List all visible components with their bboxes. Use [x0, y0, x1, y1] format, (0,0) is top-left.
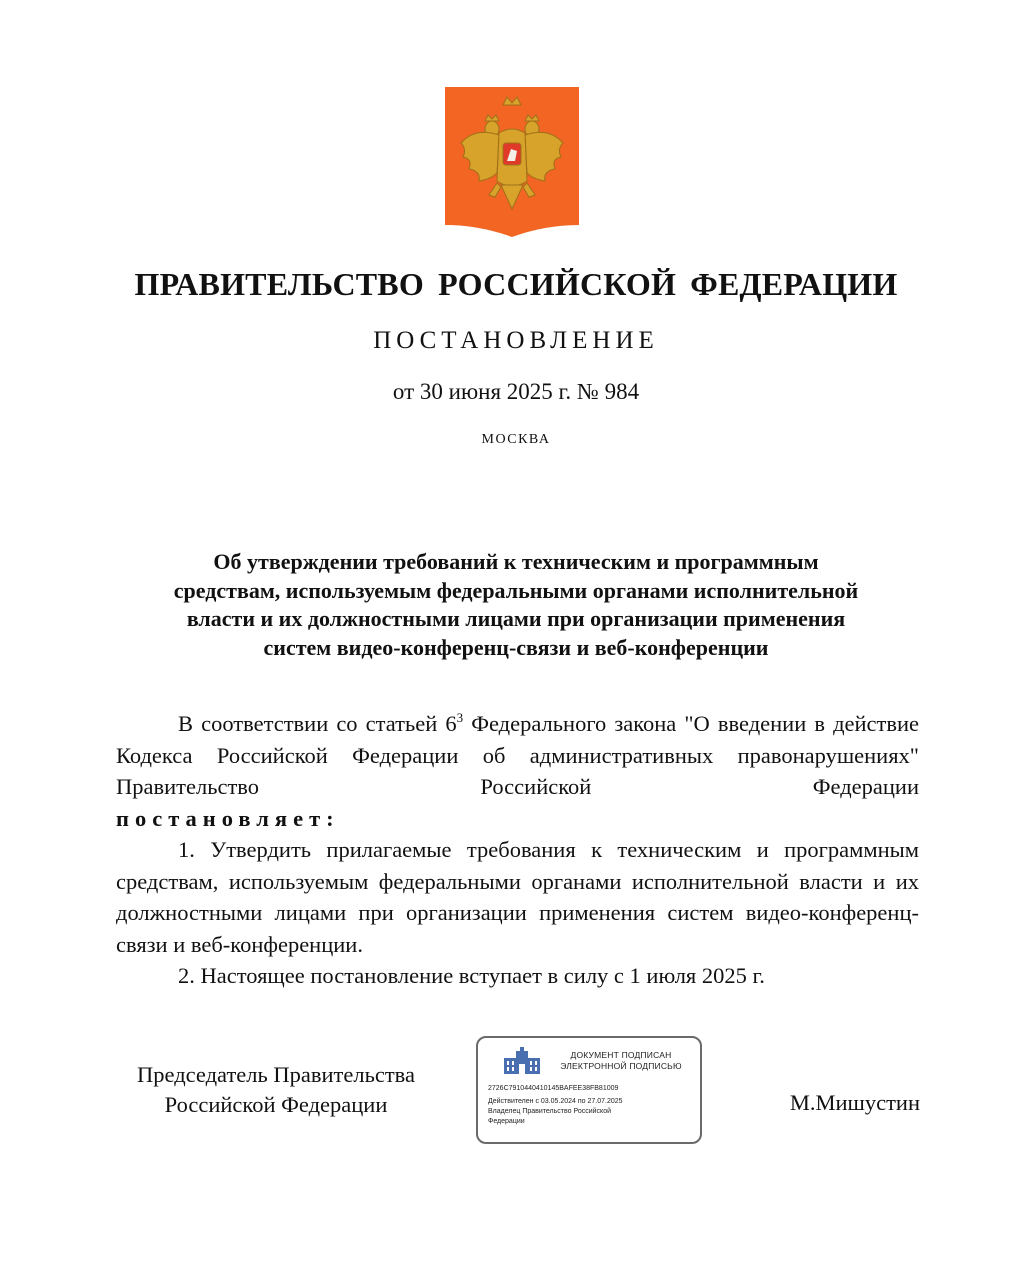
document-subject — [110, 548, 922, 662]
subject-line: средствам, используемым федеральными органами исполнительной — [173, 577, 859, 603]
stamp-header-line: ДОКУМЕНТ ПОДПИСАН — [570, 1050, 672, 1060]
document-body — [116, 708, 919, 992]
paragraph-item-2: 2. Настоящее постановление вступает в силу с 1 июля 2025 г. — [178, 963, 765, 988]
signer-name: М.Мишустин — [789, 1090, 920, 1115]
coat-of-arms-emblem — [445, 87, 579, 237]
preamble-text-cont: Федерального закона "О введении в действие Кодекса Российской Федерации об административных правонарушениях" Правительство Российской Федерации — [116, 711, 920, 799]
paragraph-item-1: 1. Утвердить прилагаемые требования к техническим и программным средствам, используемым федеральными органами исполнительной власти и их должностными лицами при организации применения систем видео-конференц-связи и веб-конференции. — [116, 837, 919, 957]
resolves-keyword: постановляет: — [116, 805, 340, 831]
document-type: ПОСТАНОВЛЕНИЕ — [373, 327, 659, 354]
preamble-text: В соответствии со статьей 6 — [178, 711, 457, 736]
signer-position-line: Председатель Правительства — [137, 1062, 415, 1087]
article-superscript: 3 — [456, 710, 464, 725]
government-title: ПРАВИТЕЛЬСТВО РОССИЙСКОЙ ФЕДЕРАЦИИ — [134, 266, 898, 302]
document-date-number: от 30 июня 2025 г. № 984 — [392, 379, 640, 404]
document-city: МОСКВА — [481, 432, 551, 447]
subject-line: власти и их должностными лицами при организации применения — [186, 606, 846, 631]
double-headed-eagle-icon — [445, 87, 579, 237]
electronic-signature-stamp — [476, 1036, 702, 1144]
stamp-owner: Владелец Правительство Российской — [488, 1108, 611, 1115]
stamp-owner-cont: Федерации — [488, 1118, 525, 1125]
paragraph-preamble — [116, 708, 919, 803]
subject-line: Об утверждении требований к техническим и программным — [213, 549, 819, 574]
paragraph-resolves — [116, 803, 919, 835]
stamp-header-line: ЭЛЕКТРОННОЙ ПОДПИСЬЮ — [560, 1061, 682, 1071]
stamp-certificate: 2726C7910440410145BAFEE38FB81009 — [488, 1085, 619, 1092]
stamp-validity: Действителен с 03.05.2024 по 27.07.2025 — [488, 1098, 623, 1105]
signer-position — [116, 1060, 436, 1120]
subject-line: систем видео-конференц-связи и веб-конференции — [263, 634, 769, 660]
stamp-header — [546, 1050, 696, 1072]
signer-position-line: Российской Федерации — [164, 1092, 388, 1117]
government-building-icon — [502, 1046, 542, 1076]
